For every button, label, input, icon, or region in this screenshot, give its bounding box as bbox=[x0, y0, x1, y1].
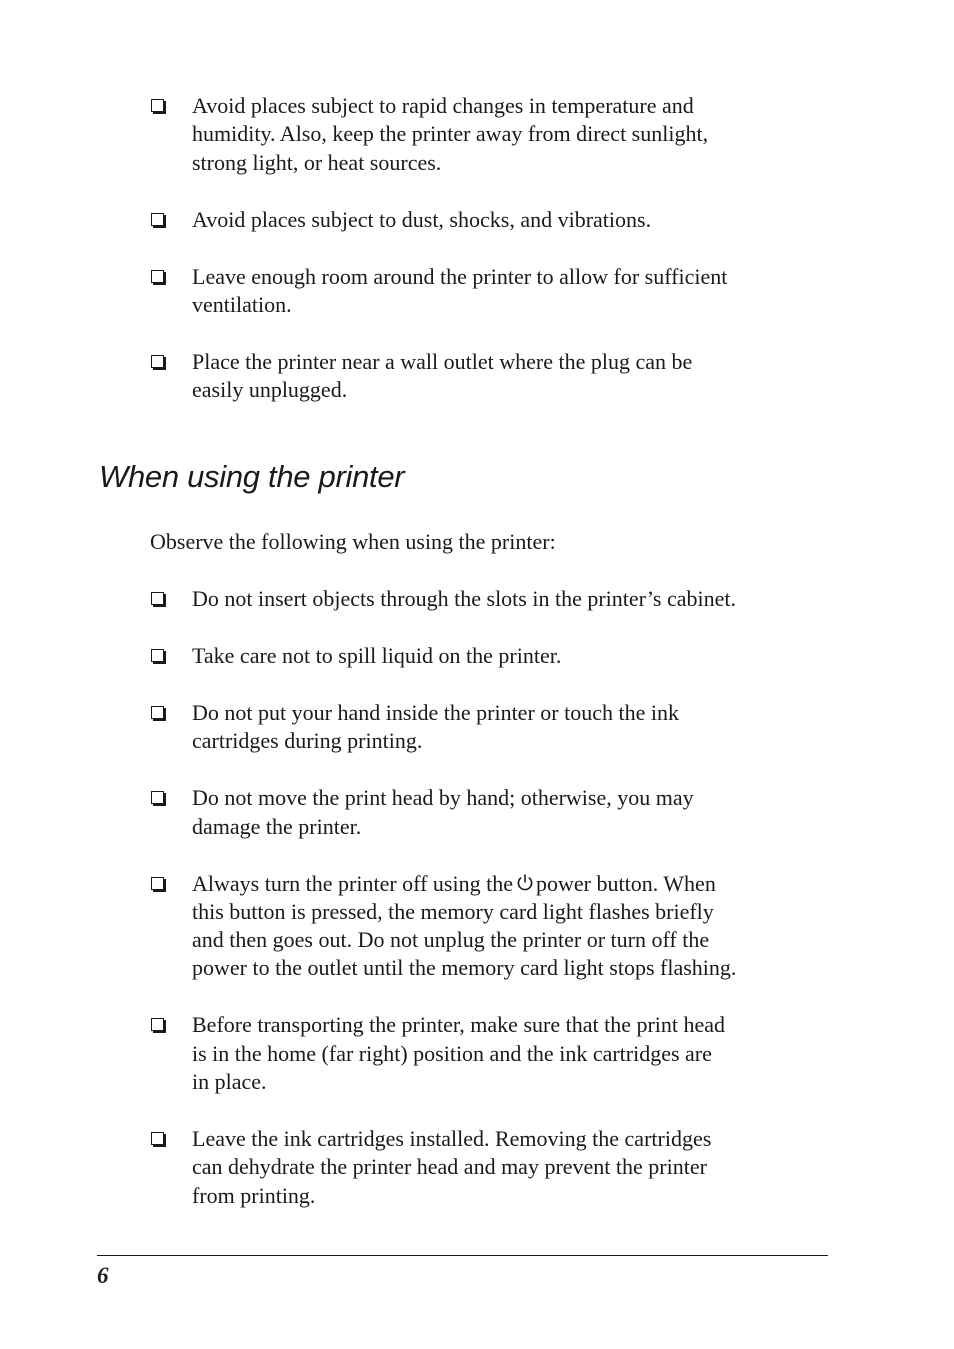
checkbox-bullet-icon bbox=[151, 99, 164, 112]
checkbox-bullet-icon bbox=[151, 1018, 164, 1031]
section-intro: Observe the following when using the printer: bbox=[150, 529, 556, 554]
list-item bbox=[150, 348, 840, 405]
item-text-line: and then goes out. Do not unplug the printer or turn off the bbox=[192, 927, 710, 953]
checkbox-bullet-icon bbox=[151, 1132, 164, 1145]
list-item bbox=[150, 784, 840, 841]
item-text-line: Avoid places subject to dust, shocks, and vibrations. bbox=[192, 206, 652, 232]
checkbox-bullet-icon bbox=[151, 592, 164, 605]
list-item bbox=[150, 206, 840, 234]
power-line-before: Always turn the printer off using the bbox=[192, 870, 513, 896]
list-item bbox=[150, 92, 840, 177]
item-text-line: is in the home (far right) position and the ink cartridges are bbox=[192, 1040, 712, 1066]
item-text-line: this button is pressed, the memory card light flashes briefly bbox=[192, 898, 714, 924]
item-text-line: Place the printer near a wall outlet where the plug can be bbox=[192, 348, 693, 374]
item-text-line: from printing. bbox=[192, 1182, 316, 1208]
item-text-line: easily unplugged. bbox=[192, 377, 348, 403]
section-heading: When using the printer bbox=[99, 459, 405, 494]
placement-precautions-list bbox=[150, 92, 840, 404]
footer-divider bbox=[97, 1255, 828, 1256]
list-item bbox=[150, 870, 840, 983]
item-text-line: damage the printer. bbox=[192, 813, 362, 839]
item-text-line: Take care not to spill liquid on the printer. bbox=[192, 642, 562, 668]
usage-precautions-list bbox=[150, 585, 840, 1210]
item-text-line: can dehydrate the printer head and may prevent the printer bbox=[192, 1154, 707, 1180]
item-text-line: ventilation. bbox=[192, 291, 292, 317]
list-item bbox=[150, 642, 840, 670]
power-icon bbox=[516, 873, 534, 892]
list-item bbox=[150, 1125, 840, 1210]
item-text-line: power to the outlet until the memory card light stops flashing. bbox=[192, 955, 737, 981]
checkbox-bullet-icon bbox=[151, 649, 164, 662]
checkbox-bullet-icon bbox=[151, 355, 164, 368]
item-text-line bbox=[192, 870, 840, 898]
item-text-line: Avoid places subject to rapid changes in temperature and bbox=[192, 93, 694, 118]
list-item bbox=[150, 699, 840, 756]
page-number: 6 bbox=[97, 1263, 109, 1288]
item-text-line: Before transporting the printer, make sure that the print head bbox=[192, 1012, 726, 1038]
checkbox-bullet-icon bbox=[151, 270, 164, 283]
item-text-line: Do not insert objects through the slots in the printer’s cabinet. bbox=[192, 586, 736, 611]
list-item bbox=[150, 263, 840, 320]
list-item bbox=[150, 1011, 840, 1096]
checkbox-bullet-icon bbox=[151, 706, 164, 719]
item-text-line: Leave enough room around the printer to allow for sufficient bbox=[192, 263, 728, 289]
item-text-line: Do not move the print head by hand; otherwise, you may bbox=[192, 785, 694, 811]
item-text-line: cartridges during printing. bbox=[192, 728, 423, 754]
checkbox-bullet-icon bbox=[151, 213, 164, 226]
list-item bbox=[150, 585, 840, 613]
checkbox-bullet-icon bbox=[151, 791, 164, 804]
checkbox-bullet-icon bbox=[151, 877, 164, 890]
item-text-line: humidity. Also, keep the printer away from direct sunlight, bbox=[192, 121, 709, 147]
item-text-line: Leave the ink cartridges installed. Removing the cartridges bbox=[192, 1125, 712, 1151]
item-text-line: strong light, or heat sources. bbox=[192, 149, 442, 175]
item-text-line: in place. bbox=[192, 1069, 267, 1094]
power-line-after: power button. When bbox=[535, 870, 716, 896]
item-text-line: Do not put your hand inside the printer or touch the ink bbox=[192, 699, 679, 725]
